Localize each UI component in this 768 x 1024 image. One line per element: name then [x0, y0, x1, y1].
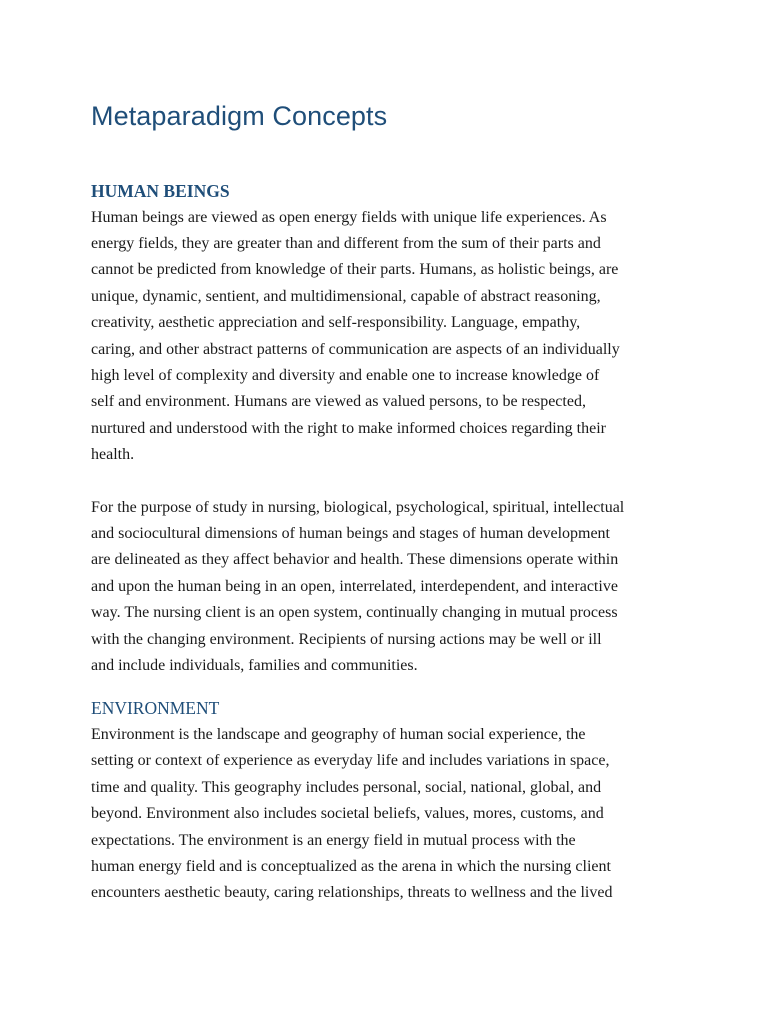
text-line: setting or context of experience as everyday life and includes variations in space,	[91, 752, 610, 770]
text-line: time and quality. This geography includes personal, social, national, global, and	[91, 778, 602, 796]
text-line: beyond. Environment also includes societal beliefs, values, mores, customs, and	[91, 805, 604, 823]
text-line: and sociocultural dimensions of human beings and stages of human development	[91, 524, 610, 542]
text-line: high level of complexity and diversity and enable one to increase knowledge of	[91, 366, 600, 384]
text-line: caring, and other abstract patterns of communication are aspects of an individually	[91, 340, 620, 358]
text-line: self and environment. Humans are viewed as valued persons, to be respected,	[91, 393, 586, 411]
text-line: creativity, aesthetic appreciation and self-responsibility. Language, empathy,	[91, 314, 581, 332]
paragraph-human-beings-2	[91, 495, 691, 680]
text-line: Human beings are viewed as open energy fields with unique life experiences. As	[91, 208, 607, 226]
text-line: Environment is the landscape and geography of human social experience, the	[91, 725, 586, 743]
text-line: expectations. The environment is an energy field in mutual process with the	[91, 831, 576, 849]
paragraph-human-beings-1	[91, 205, 691, 469]
text-line: cannot be predicted from knowledge of their parts. Humans, as holistic beings, are	[91, 261, 619, 279]
text-line: For the purpose of study in nursing, biological, psychological, spiritual, intellectual	[91, 498, 625, 516]
text-line: with the changing environment. Recipients of nursing actions may be well or ill	[91, 630, 602, 648]
text-line: are delineated as they affect behavior and health. These dimensions operate within	[91, 551, 619, 569]
text-line: way. The nursing client is an open system, continually changing in mutual process	[91, 604, 618, 622]
text-line: energy fields, they are greater than and different from the sum of their parts and	[91, 234, 601, 252]
section-heading-human-beings: HUMAN BEINGS	[91, 181, 230, 201]
text-line: health.	[91, 446, 135, 464]
text-line: and upon the human being in an open, interrelated, interdependent, and interactive	[91, 577, 618, 595]
document-title: Metaparadigm Concepts	[91, 101, 388, 131]
paragraph-environment-1	[91, 722, 691, 907]
text-line: nurtured and understood with the right to make informed choices regarding their	[91, 419, 606, 437]
text-line: and include individuals, families and communities.	[91, 657, 418, 674]
text-line: human energy field and is conceptualized as the arena in which the nursing client	[91, 857, 611, 875]
paragraph-gap	[91, 469, 691, 495]
text-line: unique, dynamic, sentient, and multidimensional, capable of abstract reasoning,	[91, 287, 601, 305]
text-line: encounters aesthetic beauty, caring relationships, threats to wellness and the lived	[91, 884, 613, 902]
document-content	[91, 96, 691, 907]
section-heading-environment: ENVIRONMENT	[91, 698, 220, 719]
